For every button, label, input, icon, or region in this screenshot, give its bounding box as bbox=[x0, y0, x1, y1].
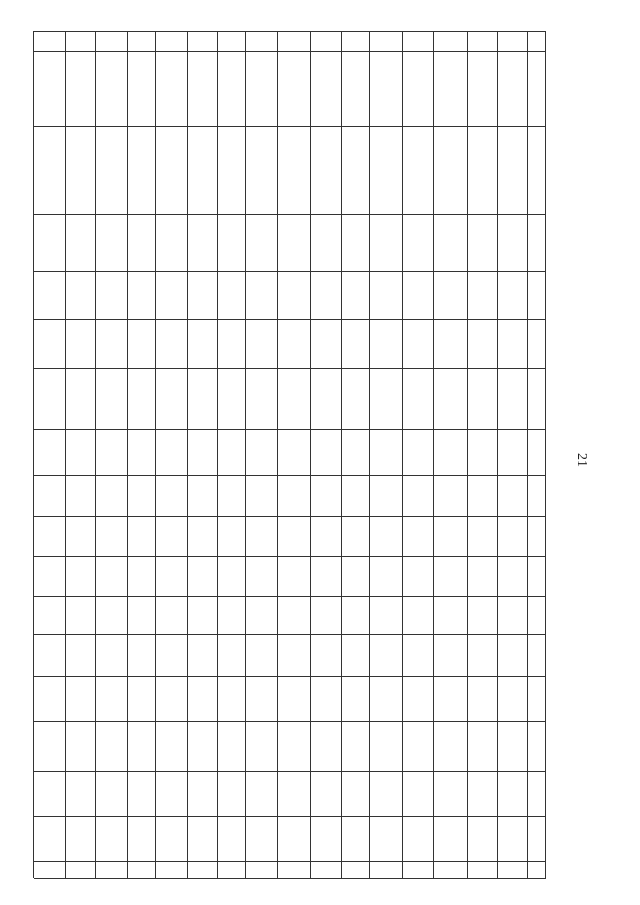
row-line bbox=[277, 31, 278, 878]
col-line bbox=[34, 878, 546, 879]
row-line bbox=[127, 31, 128, 878]
row-line bbox=[95, 31, 96, 878]
row-line bbox=[310, 31, 311, 878]
col-line bbox=[34, 816, 546, 817]
col-line bbox=[34, 475, 546, 476]
col-line bbox=[34, 271, 546, 272]
row-line bbox=[245, 31, 246, 878]
col-line bbox=[34, 596, 546, 597]
col-line bbox=[34, 676, 546, 677]
row-line bbox=[65, 31, 66, 878]
col-line bbox=[34, 319, 546, 320]
col-line bbox=[34, 126, 546, 127]
row-line bbox=[33, 31, 34, 878]
row-line bbox=[527, 31, 528, 878]
col-line bbox=[34, 516, 546, 517]
col-line bbox=[34, 31, 546, 32]
row-line bbox=[341, 31, 342, 878]
row-line bbox=[545, 31, 546, 878]
col-line bbox=[34, 51, 546, 52]
row-line bbox=[402, 31, 403, 878]
row-line bbox=[155, 31, 156, 878]
row-line bbox=[369, 31, 370, 878]
row-line bbox=[467, 31, 468, 878]
col-line bbox=[34, 634, 546, 635]
row-line bbox=[497, 31, 498, 878]
col-line bbox=[34, 861, 546, 862]
col-line bbox=[34, 556, 546, 557]
col-line bbox=[34, 368, 546, 369]
row-line bbox=[217, 31, 218, 878]
row-line bbox=[187, 31, 188, 878]
page-number: 21 bbox=[574, 453, 589, 467]
col-line bbox=[34, 214, 546, 215]
rotated-table bbox=[34, 31, 546, 878]
col-line bbox=[34, 721, 546, 722]
col-line bbox=[34, 429, 546, 430]
row-line bbox=[433, 31, 434, 878]
col-line bbox=[34, 771, 546, 772]
